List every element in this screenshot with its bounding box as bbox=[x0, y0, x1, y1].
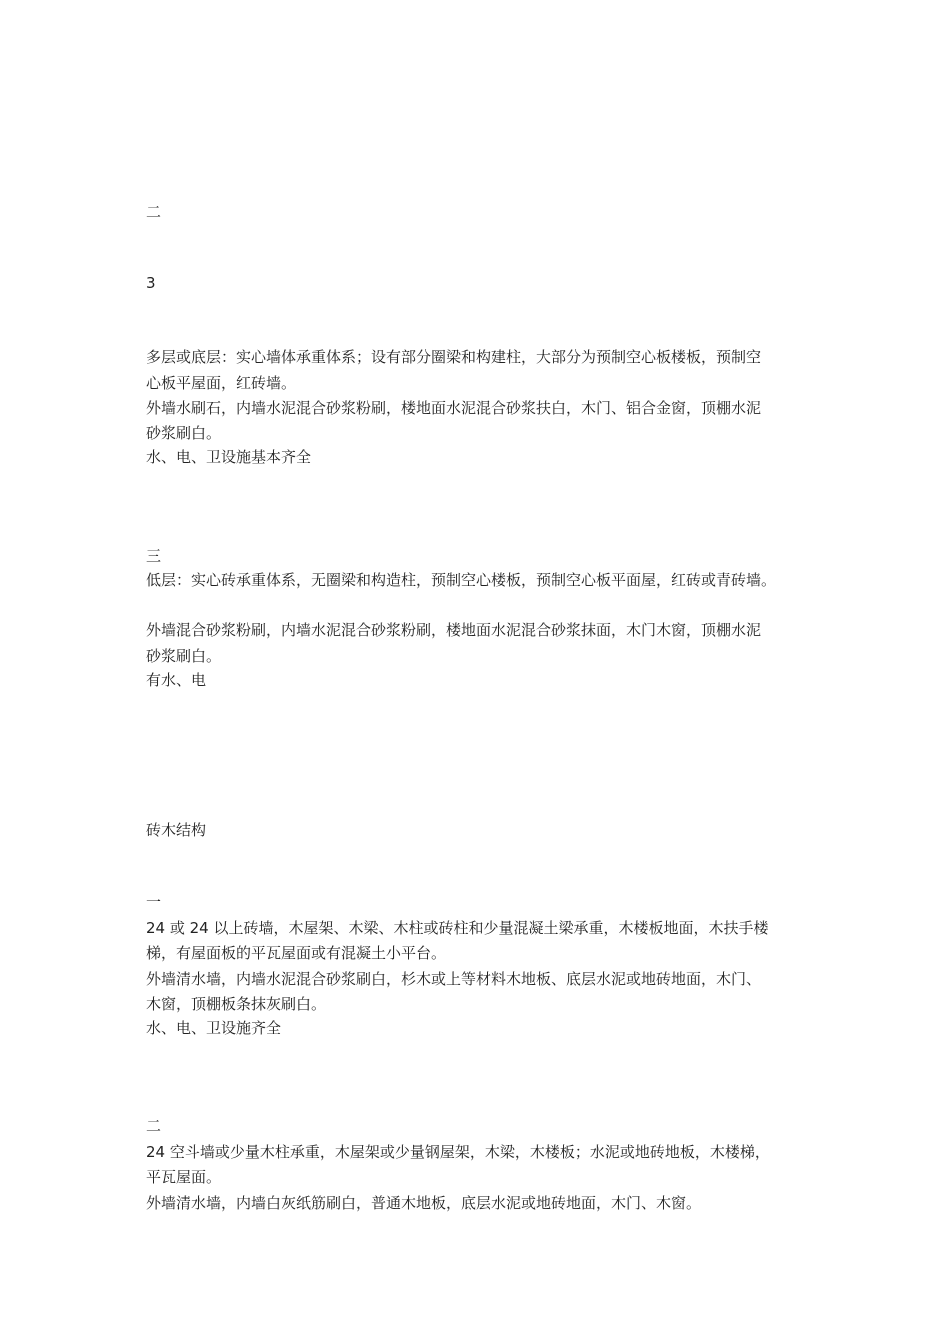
paragraph-line: 多层或底层：实心墙体承重体系；设有部分圈梁和构建柱，大部分为预制空心板楼板，预制空 bbox=[146, 348, 762, 366]
grade-label-2b: 二 bbox=[146, 1117, 162, 1135]
grade-label-2: 二 bbox=[146, 203, 162, 221]
paragraph-line: 有水、电 bbox=[146, 671, 207, 689]
paragraph-line: 低层：实心砖承重体系，无圈梁和构造柱，预制空心楼板，预制空心板平面屋，红砖或青砖墙。 bbox=[146, 571, 777, 589]
paragraph-line: 砂浆刷白。 bbox=[146, 647, 222, 665]
paragraph-line: 水、电、卫设施齐全 bbox=[146, 1019, 282, 1037]
paragraph-line: 外墙水刷石，内墙水泥混合砂浆粉刷，楼地面水泥混合砂浆扶白，木门、铝合金窗，顶棚水泥 bbox=[146, 399, 762, 417]
paragraph-line: 平瓦屋面。 bbox=[146, 1168, 222, 1186]
paragraph-line: 24 空斗墙或少量木柱承重，木屋架或少量钢屋架，木梁，木楼板；水泥或地砖地板，木楼梯， bbox=[146, 1143, 770, 1161]
section-heading: 砖木结构 bbox=[146, 821, 207, 839]
paragraph-line: 24 或 24 以上砖墙，木屋架、木梁、木柱或砖柱和少量混凝土梁承重，木楼板地面，木扶手楼 bbox=[146, 919, 769, 937]
paragraph-line: 外墙清水墙，内墙水泥混合砂浆刷白，杉木或上等材料木地板、底层水泥或地砖地面，木门、 bbox=[146, 970, 762, 988]
paragraph-line: 外墙清水墙，内墙白灰纸筋刷白，普通木地板，底层水泥或地砖地面，木门、木窗。 bbox=[146, 1194, 702, 1212]
paragraph-line: 梯，有屋面板的平瓦屋面或有混凝土小平台。 bbox=[146, 944, 447, 962]
grade-label-1: 一 bbox=[146, 893, 162, 911]
paragraph-line: 心板平屋面，红砖墙。 bbox=[146, 374, 297, 392]
grade-number-3: 3 bbox=[146, 274, 156, 292]
paragraph-line: 水、电、卫设施基本齐全 bbox=[146, 448, 312, 466]
grade-label-3: 三 bbox=[146, 547, 162, 565]
paragraph-line: 砂浆刷白。 bbox=[146, 424, 222, 442]
paragraph-line: 外墙混合砂浆粉刷，内墙水泥混合砂浆粉刷，楼地面水泥混合砂浆抹面，木门木窗，顶棚水泥 bbox=[146, 621, 762, 639]
paragraph-line: 木窗，顶棚板条抹灰刷白。 bbox=[146, 995, 327, 1013]
